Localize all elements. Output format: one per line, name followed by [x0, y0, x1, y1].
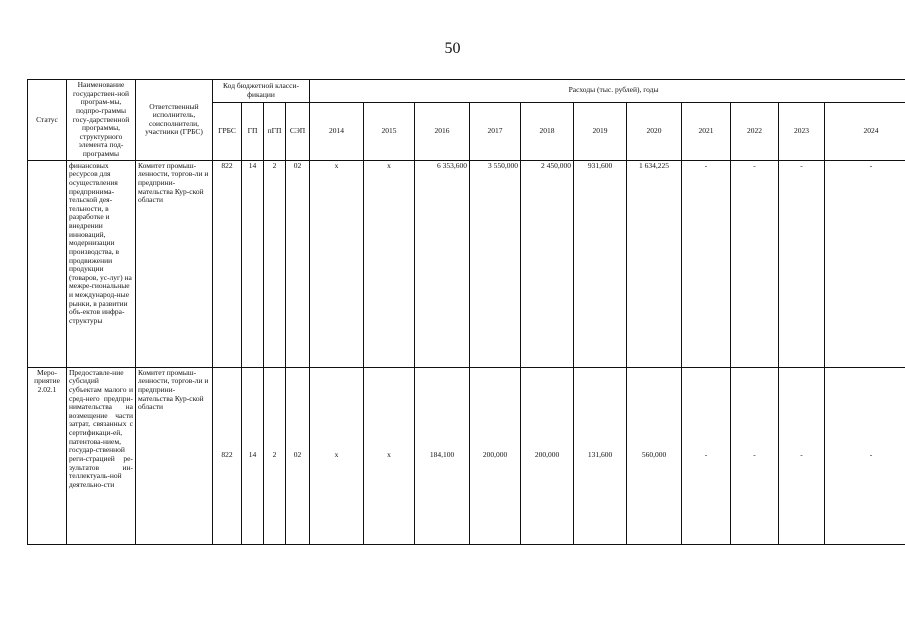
row-code-gp: 14 [242, 160, 264, 367]
header-budget-code-group: Код бюджетной класси-фикации [213, 80, 310, 103]
row-name: финансовых ресурсов для осуществления предпринима-тельской дея-тельности, в разработке и внедрении инноваций, модернизации производства, в продвижении продукции (товаров, ус-луг) на межре-гиональные и международ-ные рынки, в развитии объ-ектов инфра-структуры [67, 160, 136, 367]
header-year-2017: 2017 [470, 102, 521, 160]
row-code-sep: 02 [286, 160, 310, 367]
page-number: 50 [444, 40, 461, 57]
row-code-grbs: 822 [213, 367, 242, 544]
row-code-pgp: 2 [264, 367, 286, 544]
row-code-sep: 02 [286, 367, 310, 544]
row-value-2016: 6 353,600 [415, 160, 470, 367]
header-year-2020: 2020 [627, 102, 682, 160]
header-responsible: Ответственный исполнитель, соисполнители, участники (ГРБС) [136, 80, 213, 161]
row-code-gp: 14 [242, 367, 264, 544]
row-value-2019: 931,600 [574, 160, 627, 367]
row-value-2024: - [825, 160, 905, 367]
row-status: Меро-приятие 2.02.1 [28, 367, 67, 544]
row-value-2024: - [825, 367, 905, 544]
row-responsible: Комитет промыш-ленности, торгов-ли и предприни-мательства Кур-ской области [136, 160, 213, 367]
row-value-2022: - [731, 367, 779, 544]
header-year-2016: 2016 [415, 102, 470, 160]
row-value-2017: 200,000 [470, 367, 521, 544]
table-row [28, 160, 905, 367]
header-code-pgp: пГП [264, 102, 286, 160]
header-year-2023: 2023 [779, 102, 825, 160]
row-status [28, 160, 67, 367]
row-value-2022: - [731, 160, 779, 367]
row-value-2016: 184,100 [415, 367, 470, 544]
header-year-2021: 2021 [682, 102, 731, 160]
header-year-2018: 2018 [521, 102, 574, 160]
row-value-2019: 131,600 [574, 367, 627, 544]
row-value-2015: х [364, 160, 415, 367]
row-value-2020: 560,000 [627, 367, 682, 544]
row-value-2014: х [310, 367, 364, 544]
header-year-2014: 2014 [310, 102, 364, 160]
table-row [28, 367, 905, 544]
row-responsible: Комитет промыш-ленности, торгов-ли и предприни-мательства Кур-ской области [136, 367, 213, 544]
header-year-2019: 2019 [574, 102, 627, 160]
header-code-gp: ГП [242, 102, 264, 160]
row-value-2014: х [310, 160, 364, 367]
header-code-grbs: ГРБС [213, 102, 242, 160]
row-name: Предоставле-ние субсидий субъектам малого и сред-него предпри-нимательства на возмещение части затрат, связанных с сертификаци-ей, патентова-нием, государ-ственной реги-страцией ре-зультатов ин-теллектуаль-ной деятельно-сти [67, 367, 136, 544]
header-year-2022: 2022 [731, 102, 779, 160]
row-code-grbs: 822 [213, 160, 242, 367]
row-value-2023: - [779, 160, 825, 367]
row-value-2018: 200,000 [521, 367, 574, 544]
budget-table [27, 79, 905, 545]
header-code-sep: СЭП [286, 102, 310, 160]
row-value-2021: - [682, 160, 731, 367]
header-year-2024: 2024 [825, 102, 905, 160]
header-expenses-group: Расходы (тыс. рублей), годы [310, 80, 905, 103]
row-value-2020: 1 634,225 [627, 160, 682, 367]
row-value-2015: х [364, 367, 415, 544]
row-value-2021: - [682, 367, 731, 544]
header-name: Наименование государствен-ной програм-мы, подпро-граммы госу-дарственной программы, структурного элемента под-программы [67, 80, 136, 161]
row-value-2023: - [779, 367, 825, 544]
header-row-top [28, 80, 905, 103]
header-status: Статус [28, 80, 67, 161]
header-year-2015: 2015 [364, 102, 415, 160]
row-value-2017: 3 550,000 [470, 160, 521, 367]
row-code-pgp: 2 [264, 160, 286, 367]
row-value-2018: 2 450,000 [521, 160, 574, 367]
